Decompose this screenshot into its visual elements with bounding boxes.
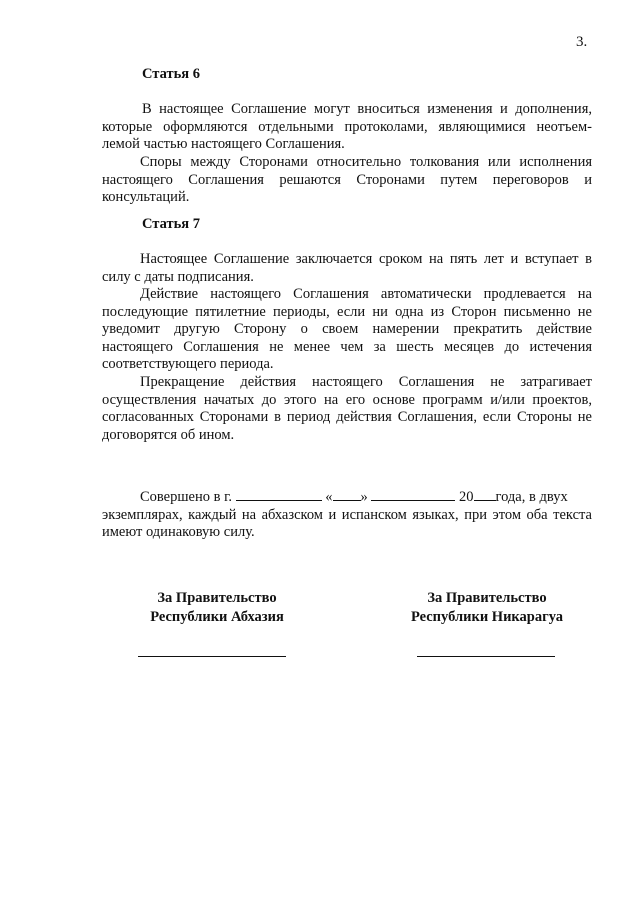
day-blank — [333, 488, 361, 501]
article-7-paragraph-1: Настоящее Соглашение заключается сроком на пять лет и вступает в силу с даты подписания. — [102, 251, 592, 285]
article-6-paragraph-1: В настоящее Соглашение могут вноситься изменения и дополнения, которые оформляются отдельными протоколами, являющимися неотъем-лемой частью настоящего Соглашения. — [102, 101, 592, 153]
page-number: 3. — [576, 34, 588, 50]
year-suffix: года, в двух — [495, 489, 568, 505]
signature-left-line — [138, 656, 286, 657]
done-at-continuation: экземплярах, каждый на абхазском и испанском языках, при этом оба текста имеют одинаковую силу. — [102, 506, 592, 541]
article-6-paragraph-2: Споры между Сторонами относительно толкования или исполнения настоящего Соглашения решаются Сторонами путем переговоров и консультаций. — [102, 154, 592, 206]
article-7-paragraph-2: Действие настоящего Соглашения автоматически продлевается на последующие пятилетние периоды, если ни одна из Сторон письменно не уведомит другую Сторону о своем намерении прекратить действие настоящего Соглашения не менее чем за шесть месяцев до истечения соответствующего периода. — [102, 286, 592, 373]
signature-right-line — [417, 656, 555, 657]
article-7-heading: Статья 7 — [142, 216, 200, 232]
signature-right-block — [402, 589, 572, 627]
signature-right-line2: Республики Никарагуа — [410, 609, 564, 625]
city-blank — [236, 488, 322, 501]
signature-left-line1: За Правительство — [157, 590, 277, 606]
close-quote: » — [360, 489, 368, 505]
signature-left-block — [140, 589, 294, 627]
signature-left-line2: Республики Абхазия — [150, 609, 284, 625]
article-7-paragraph-3: Прекращение действия настоящего Соглашения не затрагивает осуществления начатых до этого на его основе программ и/или проектов, согласованных Сторонами в период действия Соглашения, если Стороны не договорятся об ином. — [102, 374, 592, 443]
article-6-heading: Статья 6 — [142, 66, 200, 82]
done-at-paragraph — [102, 488, 592, 542]
year-blank — [474, 488, 496, 501]
month-blank — [371, 488, 455, 501]
year-prefix: 20 — [459, 489, 474, 505]
signature-right-line1: За Правительство — [427, 590, 547, 606]
done-at-prefix: Совершено в г. — [140, 489, 233, 505]
open-quote: « — [325, 489, 333, 505]
